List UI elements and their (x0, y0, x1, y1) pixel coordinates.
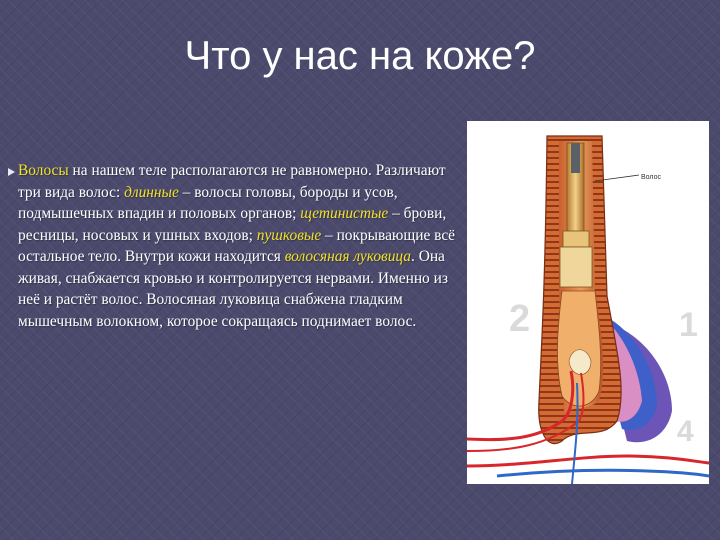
vessel (467, 456, 709, 466)
text-segment: – покрывающие всё остальное тело. Внутри кожи находится (18, 226, 456, 265)
term-vellus: пушковые (256, 226, 322, 244)
faded-number: 4 (677, 415, 694, 448)
text-segment: – волосы головы, бороды и усов, подмышечных впадин и половых органов; (18, 183, 398, 222)
text-segment: – брови, ресницы, носовых и ушных входов; (18, 205, 447, 244)
hair-bulb (557, 291, 600, 406)
vein (497, 470, 709, 476)
term-hair-bulb: волосяная луковица (284, 248, 412, 265)
term-hair: Волосы (18, 162, 69, 179)
bullet-arrow-icon (8, 168, 15, 176)
hair-medulla (571, 143, 580, 173)
shaft-segment (560, 247, 592, 287)
faded-number: 2 (509, 298, 531, 340)
hair-follicle-illustration (467, 121, 709, 484)
faded-number: 1 (679, 306, 698, 344)
shaft-segment (563, 231, 589, 247)
term-bristly: щетинистые (300, 205, 389, 222)
term-long: длинные (124, 183, 179, 201)
label-hair: Волос (641, 174, 661, 181)
slide-title: Что у нас на коже? (184, 34, 536, 78)
body-paragraph (18, 160, 463, 332)
text-segment: на нашем теле располагаются не равномерно. Различают три вида волос: (18, 162, 446, 201)
text-segment: . Она живая, снабжается кровью и контролируется нервами. Именно из неё и растёт волос. Волосяная луковица снабжена гладким мышечным волокном, которое сокращаясь поднимает волос. (18, 248, 448, 330)
hair-follicle-drawing (467, 121, 709, 484)
